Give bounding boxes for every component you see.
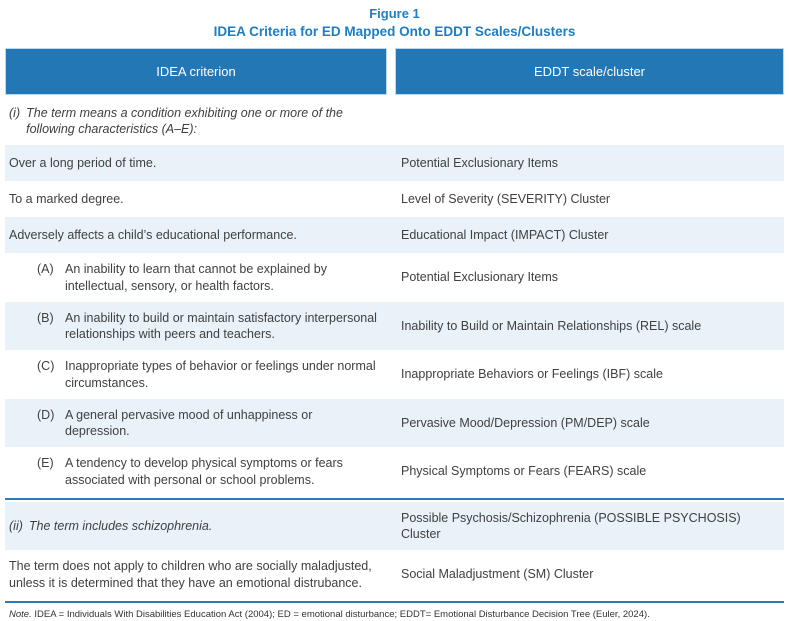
criterion-enumerator: (A) (37, 262, 54, 277)
scale-cell: Inability to Build or Maintain Relationships (REL) scale (401, 318, 702, 333)
header-idea-criterion: IDEA criterion (5, 48, 387, 95)
criterion-text: An inability to build or maintain satisfactory interpersonal relationships with peers and teachers. (65, 310, 377, 342)
scale-cell: Physical Symptoms or Fears (FEARS) scale (401, 464, 647, 479)
table-row (5, 302, 784, 351)
scale-cell: Potential Exclusionary Items (401, 270, 559, 285)
criterion-cell (5, 447, 394, 496)
criterion-text: A tendency to develop physical symptoms or fears associated with personal or school problems. (65, 456, 343, 487)
criterion-text: Over a long period of time. (9, 156, 157, 171)
criterion-cell (5, 399, 394, 448)
table-row (5, 550, 784, 599)
table-row (5, 399, 784, 448)
note-text: IDEA = Individuals With Disabilities Education Act (2004); ED = emotional disturbance; EDDT= Emotional Disturbance Decision Tree (Euler, 2024). (31, 608, 650, 620)
table-body (5, 97, 784, 599)
scale-cell: Level of Severity (SEVERITY) Cluster (401, 192, 611, 207)
figure-caption: IDEA Criteria for ED Mapped Onto EDDT Scales/Clusters (213, 23, 576, 39)
section-divider (5, 498, 784, 500)
scale-cell: Educational Impact (IMPACT) Cluster (401, 228, 609, 243)
criterion-text: To a marked degree. (9, 192, 124, 207)
criterion-cell (5, 302, 394, 351)
criterion-text: Adversely affects a child’s educational performance. (9, 228, 297, 243)
criterion-cell (5, 350, 394, 399)
scale-cell: Possible Psychosis/Schizophrenia (POSSIBLE PSYCHOSIS) Cluster (401, 510, 741, 542)
criterion-text: Inappropriate types of behavior or feelings under normal circumstances. (65, 359, 376, 390)
criterion-text: The term includes schizophrenia. (28, 518, 213, 533)
criterion-text: The term means a condition exhibiting one or more of the following characteristics (A–E): (26, 105, 343, 137)
scale-cell (394, 113, 784, 129)
criterion-cell (5, 147, 394, 179)
figure-page (5, 0, 784, 621)
criterion-cell (5, 253, 394, 302)
table-header-row (5, 48, 784, 95)
criterion-enumerator: (E) (37, 456, 54, 471)
table-row (5, 181, 784, 217)
header-eddt-scale: EDDT scale/cluster (395, 48, 784, 95)
mapping-table (5, 48, 784, 599)
criterion-enumerator: (ii) (9, 518, 23, 533)
criterion-enumerator: (B) (37, 310, 54, 325)
criterion-cell (5, 510, 394, 542)
table-row (5, 447, 784, 496)
note-prefix: Note. (9, 608, 32, 620)
criterion-text: An inability to learn that cannot be explained by intellectual, sensory, or health factors. (65, 262, 327, 293)
criterion-cell (5, 219, 394, 251)
table-bottom-rule (5, 601, 784, 603)
criterion-cell (5, 97, 394, 146)
figure-label: Figure 1 (369, 6, 420, 21)
criterion-cell (5, 550, 394, 599)
criterion-enumerator: (D) (37, 407, 55, 422)
criterion-text: The term does not apply to children who are socially maladjusted, unless it is determined that they have an emotional distrubance. (9, 559, 372, 590)
criterion-text: A general pervasive mood of unhappiness or depression. (65, 407, 313, 439)
table-row (5, 97, 784, 146)
table-row (5, 350, 784, 399)
criterion-enumerator: (C) (37, 359, 55, 374)
table-row (5, 502, 784, 551)
table-row (5, 217, 784, 253)
criterion-enumerator: (i) (9, 105, 21, 120)
table-note (5, 609, 784, 621)
figure-title (5, 5, 784, 41)
table-row (5, 253, 784, 302)
scale-cell: Pervasive Mood/Depression (PM/DEP) scale (401, 415, 650, 430)
criterion-cell (5, 183, 394, 215)
scale-cell: Social Maladjustment (SM) Cluster (401, 567, 594, 582)
scale-cell: Potential Exclusionary Items (401, 156, 559, 171)
table-row (5, 145, 784, 181)
scale-cell: Inappropriate Behaviors or Feelings (IBF) scale (401, 367, 663, 382)
